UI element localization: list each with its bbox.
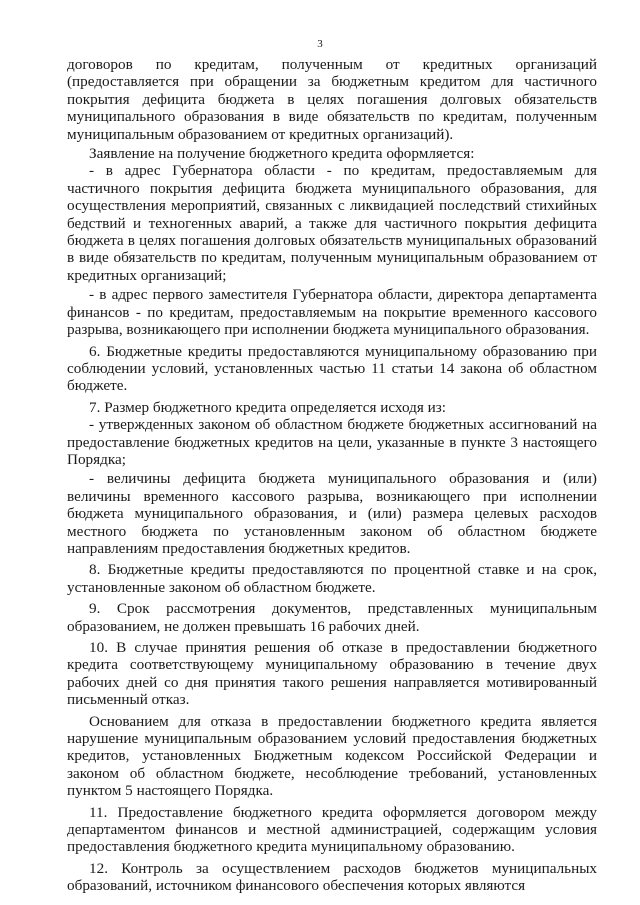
- paragraph-item-6: 6. Бюджетные кредиты предоставляются муниципальному образованию при соблюдении условий, установленных частью 11 статьи 14 закона об областном бюджете.: [67, 342, 597, 395]
- paragraph-item-10: 10. В случае принятия решения об отказе в предоставлении бюджетного кредита соответствующему муниципальному образованию в течение двух рабочих дней со дня принятия такого решения направляется мотивированный письменный отказ.: [67, 639, 597, 709]
- page-number: 3: [317, 38, 323, 50]
- paragraph-governor-address: - в адрес Губернатора области - по кредитам, предоставляемым для частичного покрытия дефицита бюджета муниципального образования, для осуществления мероприятий, связанных с ликвидацией последствий стихийных бедствий и техногенных аварий, а также для частичного покрытия дефицита бюджета в целях погашения долговых обязательств муниципальных образований в виде обязательств по кредитам, полученным муниципальным образованием от кредитных организаций;: [67, 162, 597, 284]
- paragraph-continuation: договоров по кредитам, полученным от кредитных организаций (предоставляется при обращении за бюджетным кредитом для частичного покрытия дефицита бюджета в целях погашения долговых обязательств муниципального образования в виде обязательств по кредитам, полученным муниципальным образованием от кредитных организаций).: [67, 56, 597, 143]
- paragraph-refusal-grounds: Основанием для отказа в предоставлении бюджетного кредита является нарушение муниципальным образованием условий предоставления бюджетных кредитов, установленных Бюджетным кодексом Российской Федерации и законом об областном бюджете, несоблюдение требований, установленных пунктом 5 настоящего Порядка.: [67, 712, 597, 800]
- paragraph-item-9: 9. Срок рассмотрения документов, представленных муниципальным образованием, не должен превышать 16 рабочих дней.: [67, 600, 597, 635]
- document-body: [67, 56, 597, 895]
- paragraph-application-intro: Заявление на получение бюджетного кредита оформляется:: [89, 145, 475, 163]
- paragraph-item-7-allocations: - утвержденных законом об областном бюджете бюджетных ассигнований на предоставление бюджетных кредитов на цели, указанные в пункте 3 настоящего Порядка;: [67, 416, 597, 468]
- paragraph-item-7: 7. Размер бюджетного кредита определяется исходя из:: [89, 398, 446, 416]
- paragraph-deputy-address: - в адрес первого заместителя Губернатора области, директора департамента финансов - по кредитам, предоставляемым на покрытие временного кассового разрыва, возникающего при исполнении бюджета муниципального образования.: [67, 286, 597, 339]
- paragraph-item-12: 12. Контроль за осуществлением расходов бюджетов муниципальных образований, источником финансового обеспечения которых являются: [67, 859, 597, 895]
- paragraph-item-8: 8. Бюджетные кредиты предоставляются по процентной ставке и на срок, установленные законом об областном бюджете.: [67, 561, 597, 596]
- paragraph-item-7-deficit: - величины дефицита бюджета муниципального образования и (или) величины временного кассового разрыва, возникающего при исполнении бюджета муниципального образования, и (или) размера целевых расходов местного бюджета по установленным законом об областном бюджете направлениям предоставления бюджетных кредитов.: [67, 470, 597, 557]
- paragraph-item-11: 11. Предоставление бюджетного кредита оформляется договором между департаментом финансов и местной администрацией, содержащим условия предоставления бюджетного кредита муниципальному образованию.: [67, 803, 597, 856]
